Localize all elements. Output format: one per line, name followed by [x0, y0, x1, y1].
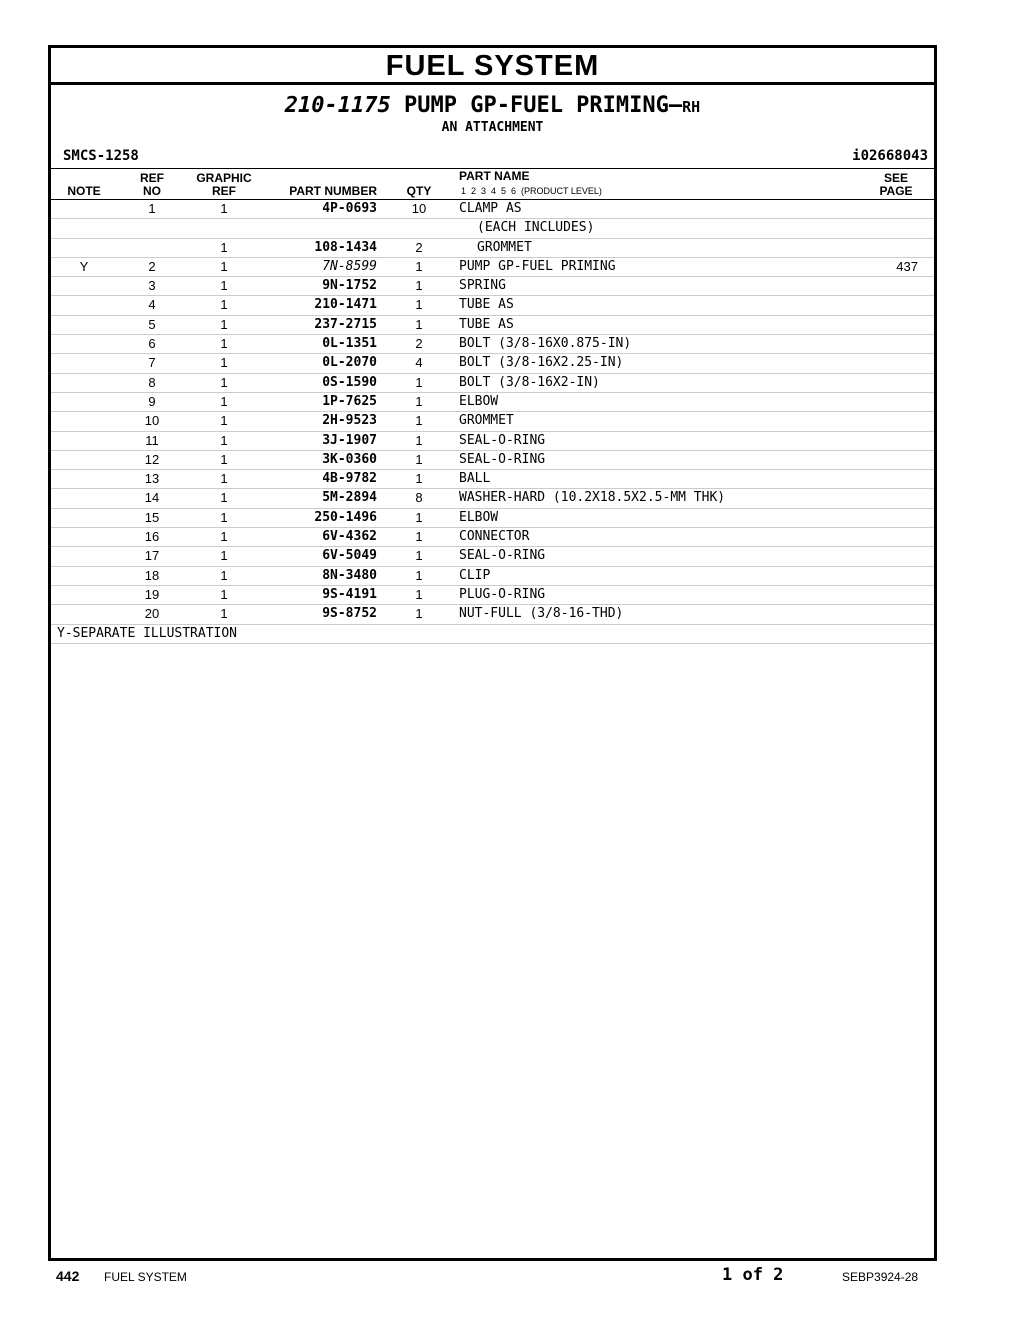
cell-part-name: TUBE AS — [459, 297, 514, 313]
cell-part-name: NUT-FULL (3/8-16-THD) — [459, 606, 624, 622]
cell-graphic-ref: 1 — [220, 278, 228, 294]
cell-part-name: WASHER-HARD (10.2X18.5X2.5-MM THK) — [459, 490, 726, 506]
page-frame — [48, 45, 937, 1261]
cell-graphic-ref: 1 — [220, 471, 228, 487]
page-title: FUEL SYSTEM — [51, 48, 934, 85]
cell-ref-no: 4 — [148, 297, 156, 313]
cell-ref-no: 5 — [148, 316, 156, 332]
cell-part-number: 3J-1907 — [322, 432, 377, 448]
cell-qty: 10 — [411, 201, 427, 216]
cell-qty: 2 — [415, 239, 423, 255]
cell-part-number: 8N-3480 — [322, 567, 377, 583]
footer-doc-id: SEBP3924-28 — [842, 1270, 919, 1284]
illustration-id: i02668043 — [852, 148, 928, 164]
cell-qty: 1 — [415, 258, 423, 274]
cell-graphic-ref: 1 — [220, 258, 228, 274]
cell-qty: 1 — [415, 586, 423, 602]
cell-see-page[interactable]: 437 — [896, 258, 918, 274]
cell-ref-no: 14 — [144, 490, 160, 506]
cell-part-number: 9N-1752 — [322, 278, 377, 294]
footer-page-number: 442 — [56, 1268, 80, 1284]
group-subtitle: AN ATTACHMENT — [441, 120, 544, 135]
cell-graphic-ref: 1 — [220, 586, 228, 602]
page-footer — [0, 1264, 1020, 1288]
cell-part-name: CLAMP AS — [459, 201, 522, 216]
table-row — [51, 432, 934, 451]
cell-graphic-ref: 1 — [220, 606, 228, 622]
smcs-code: SMCS-1258 — [63, 148, 139, 164]
cell-part-name: SEAL-O-RING — [459, 451, 546, 467]
table-row — [51, 258, 934, 277]
cell-graphic-ref: 1 — [220, 374, 228, 390]
cell-part-number: 4P-0693 — [322, 201, 377, 216]
header-part-name: PART NAME — [459, 169, 530, 183]
table-row — [51, 335, 934, 354]
cell-part-number: 0L-1351 — [322, 336, 377, 352]
table-header — [51, 168, 934, 200]
cell-qty: 2 — [415, 336, 423, 352]
cell-ref-no: 16 — [144, 529, 160, 545]
table-row — [51, 296, 934, 315]
cell-part-name: TUBE AS — [459, 316, 514, 332]
cell-ref-no: 11 — [145, 432, 159, 448]
cell-part-name: PLUG-O-RING — [459, 586, 546, 602]
table-row — [51, 605, 934, 624]
cell-part-name: BOLT (3/8-16X2-IN) — [459, 374, 600, 390]
cell-qty: 1 — [415, 567, 423, 583]
table-row — [51, 586, 934, 605]
cell-part-name: (EACH INCLUDES) — [477, 220, 595, 236]
cell-part-number: 2H-9523 — [322, 413, 377, 429]
cell-part-name: GROMMET — [459, 413, 514, 429]
cell-ref-no: 3 — [148, 278, 156, 294]
header-product-levels: 1 2 3 4 5 6 (PRODUCT LEVEL) — [461, 186, 602, 196]
cell-note: Y — [79, 258, 89, 274]
cell-part-name: ELBOW — [459, 393, 499, 409]
cell-graphic-ref: 1 — [220, 567, 228, 583]
cell-part-name: GROMMET — [477, 239, 532, 255]
cell-ref-no: 1 — [148, 201, 156, 216]
table-row — [51, 451, 934, 470]
cell-part-name: PUMP GP-FUEL PRIMING — [459, 258, 616, 274]
header-part-number: PART NUMBER — [289, 184, 377, 198]
cell-part-number: 210-1471 — [314, 297, 377, 313]
cell-ref-no: 17 — [144, 548, 160, 564]
cell-part-number: 1P-7625 — [322, 393, 377, 409]
cell-part-number: 6V-4362 — [322, 529, 377, 545]
group-name: PUMP GP-FUEL PRIMING — [404, 93, 669, 118]
cell-qty: 1 — [415, 606, 423, 622]
cell-part-name: BALL — [459, 471, 491, 487]
table-row — [51, 567, 934, 586]
cell-part-number: 0L-2070 — [322, 355, 377, 371]
cell-ref-no: 15 — [144, 509, 160, 525]
cell-part-number: 6V-5049 — [322, 548, 377, 564]
cell-ref-no: 20 — [144, 606, 160, 622]
table-row — [51, 354, 934, 373]
cell-graphic-ref: 1 — [220, 490, 228, 506]
cell-qty: 1 — [415, 278, 423, 294]
cell-graphic-ref: 1 — [220, 548, 228, 564]
cell-part-name: SEAL-O-RING — [459, 432, 546, 448]
cell-qty: 1 — [415, 297, 423, 313]
table-row — [51, 239, 934, 258]
cell-part-name: BOLT (3/8-16X0.875-IN) — [459, 336, 632, 352]
cell-ref-no: 19 — [144, 586, 160, 602]
cell-ref-no: 2 — [148, 258, 156, 274]
header-note: NOTE — [67, 184, 101, 198]
cell-part-number: 237-2715 — [314, 316, 377, 332]
table-row — [51, 547, 934, 566]
cell-ref-no: 13 — [144, 471, 160, 487]
cell-qty: 1 — [415, 432, 423, 448]
cell-qty: 1 — [415, 548, 423, 564]
cell-part-name: SPRING — [459, 278, 506, 294]
meta-line — [51, 146, 934, 168]
cell-part-number: 108-1434 — [314, 239, 377, 255]
cell-graphic-ref: 1 — [220, 201, 228, 216]
cell-qty: 4 — [415, 355, 423, 371]
header-see-top: SEE — [883, 171, 908, 185]
table-row — [51, 489, 934, 508]
cell-graphic-ref: 1 — [220, 239, 228, 255]
cell-part-number: 3K-0360 — [322, 451, 377, 467]
cell-part-number: 5M-2894 — [322, 490, 377, 506]
group-dash: — — [668, 93, 683, 118]
footnote: Y-SEPARATE ILLUSTRATION — [51, 625, 934, 644]
table-row — [51, 219, 934, 238]
cell-qty: 1 — [415, 451, 423, 467]
footer-section: FUEL SYSTEM — [104, 1270, 187, 1284]
parts-list — [51, 200, 934, 625]
table-row — [51, 528, 934, 547]
cell-part-number: 0S-1590 — [322, 374, 377, 390]
cell-ref-no: 9 — [148, 393, 156, 409]
group-title — [51, 93, 934, 120]
cell-qty: 1 — [415, 374, 423, 390]
cell-part-number: 9S-4191 — [322, 586, 377, 602]
cell-part-name: CLIP — [459, 567, 491, 583]
cell-qty: 1 — [415, 393, 423, 409]
group-part-number: 210-1175 — [284, 93, 391, 118]
cell-part-number: 7N-8599 — [322, 258, 377, 274]
table-row — [51, 412, 934, 431]
cell-graphic-ref: 1 — [220, 509, 228, 525]
cell-part-name: SEAL-O-RING — [459, 548, 546, 564]
cell-ref-no: 12 — [144, 451, 160, 467]
cell-graphic-ref: 1 — [220, 355, 228, 371]
cell-ref-no: 18 — [144, 567, 160, 583]
table-row — [51, 393, 934, 412]
cell-graphic-ref: 1 — [220, 413, 228, 429]
cell-graphic-ref: 1 — [220, 432, 228, 448]
cell-ref-no: 10 — [144, 413, 160, 429]
cell-part-name: CONNECTOR — [459, 529, 530, 545]
cell-part-name: BOLT (3/8-16X2.25-IN) — [459, 355, 624, 371]
cell-qty: 1 — [415, 413, 423, 429]
header-ref-bottom: NO — [143, 184, 161, 198]
cell-graphic-ref: 1 — [220, 393, 228, 409]
footer-page-of: 1 of 2 — [722, 1265, 784, 1285]
cell-graphic-ref: 1 — [220, 297, 228, 313]
table-row — [51, 470, 934, 489]
cell-ref-no: 7 — [148, 355, 156, 371]
cell-qty: 1 — [415, 471, 423, 487]
table-row — [51, 200, 934, 219]
group-suffix: RH — [682, 98, 701, 116]
header-qty: QTY — [406, 184, 432, 198]
header-graphic-bottom: REF — [212, 184, 236, 198]
cell-ref-no: 8 — [148, 374, 156, 390]
cell-qty: 1 — [415, 509, 423, 525]
cell-qty: 8 — [415, 490, 423, 506]
cell-graphic-ref: 1 — [220, 316, 228, 332]
cell-qty: 1 — [415, 316, 423, 332]
cell-part-number: 9S-8752 — [322, 606, 377, 622]
cell-part-name: ELBOW — [459, 509, 499, 525]
cell-graphic-ref: 1 — [220, 336, 228, 352]
table-row — [51, 316, 934, 335]
header-ref-top: REF — [140, 171, 164, 185]
header-see-bottom: PAGE — [879, 184, 913, 198]
table-row — [51, 277, 934, 296]
cell-ref-no: 6 — [148, 336, 156, 352]
cell-qty: 1 — [415, 529, 423, 545]
cell-part-number: 4B-9782 — [322, 471, 377, 487]
table-row — [51, 509, 934, 528]
cell-part-number: 250-1496 — [314, 509, 377, 525]
header-graphic-top: GRAPHIC — [196, 171, 252, 185]
cell-graphic-ref: 1 — [220, 451, 228, 467]
table-row — [51, 374, 934, 393]
cell-graphic-ref: 1 — [220, 529, 228, 545]
